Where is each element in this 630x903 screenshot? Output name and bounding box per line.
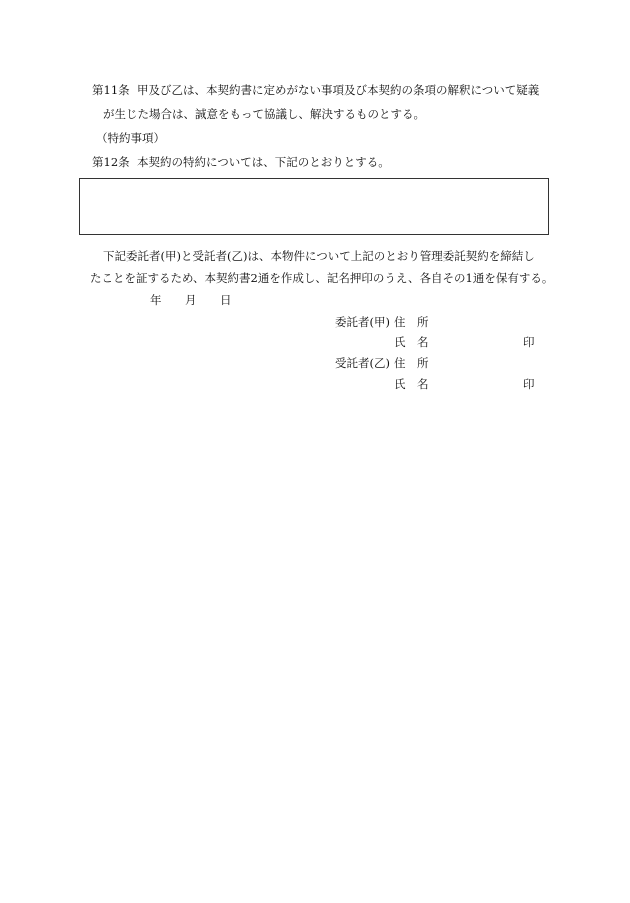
special-section-title: （特約事項） <box>96 131 165 145</box>
article-11-line-2: が生じた場合は、誠意をもって協議し、解決するものとする。 <box>103 107 425 121</box>
date-year-label: 年 <box>150 293 162 307</box>
contractor-seal-mark: 印 <box>523 377 535 391</box>
special-terms-text <box>80 179 548 187</box>
article-12-heading: 第12条 <box>92 155 130 169</box>
date-day-label: 日 <box>220 293 232 307</box>
article-11-line-1: 甲及び乙は、本契約書に定めがない事項及び本契約の条項の解釈について疑義 <box>137 83 540 97</box>
contractor-address-label: 住 所 <box>394 356 429 370</box>
client-name-label: 氏 名 <box>394 335 429 349</box>
client-label: 委託者(甲) <box>335 315 390 329</box>
special-terms-box <box>79 178 549 235</box>
closing-line-2: たことを証するため、本契約書2通を作成し、記名押印のうえ、各自その1通を保有する。 <box>90 271 554 285</box>
contractor-name-label: 氏 名 <box>394 377 429 391</box>
client-address-label: 住 所 <box>394 315 429 329</box>
date-month-label: 月 <box>185 293 197 307</box>
closing-line-1: 下記委託者(甲)と受託者(乙)は、本物件について上記のとおり管理委託契約を締結し <box>103 249 535 263</box>
article-11-heading: 第11条 <box>92 83 130 97</box>
client-seal-mark: 印 <box>523 335 535 349</box>
article-12-body: 本契約の特約については、下記のとおりとする。 <box>137 155 390 169</box>
contractor-label: 受託者(乙) <box>335 356 390 370</box>
